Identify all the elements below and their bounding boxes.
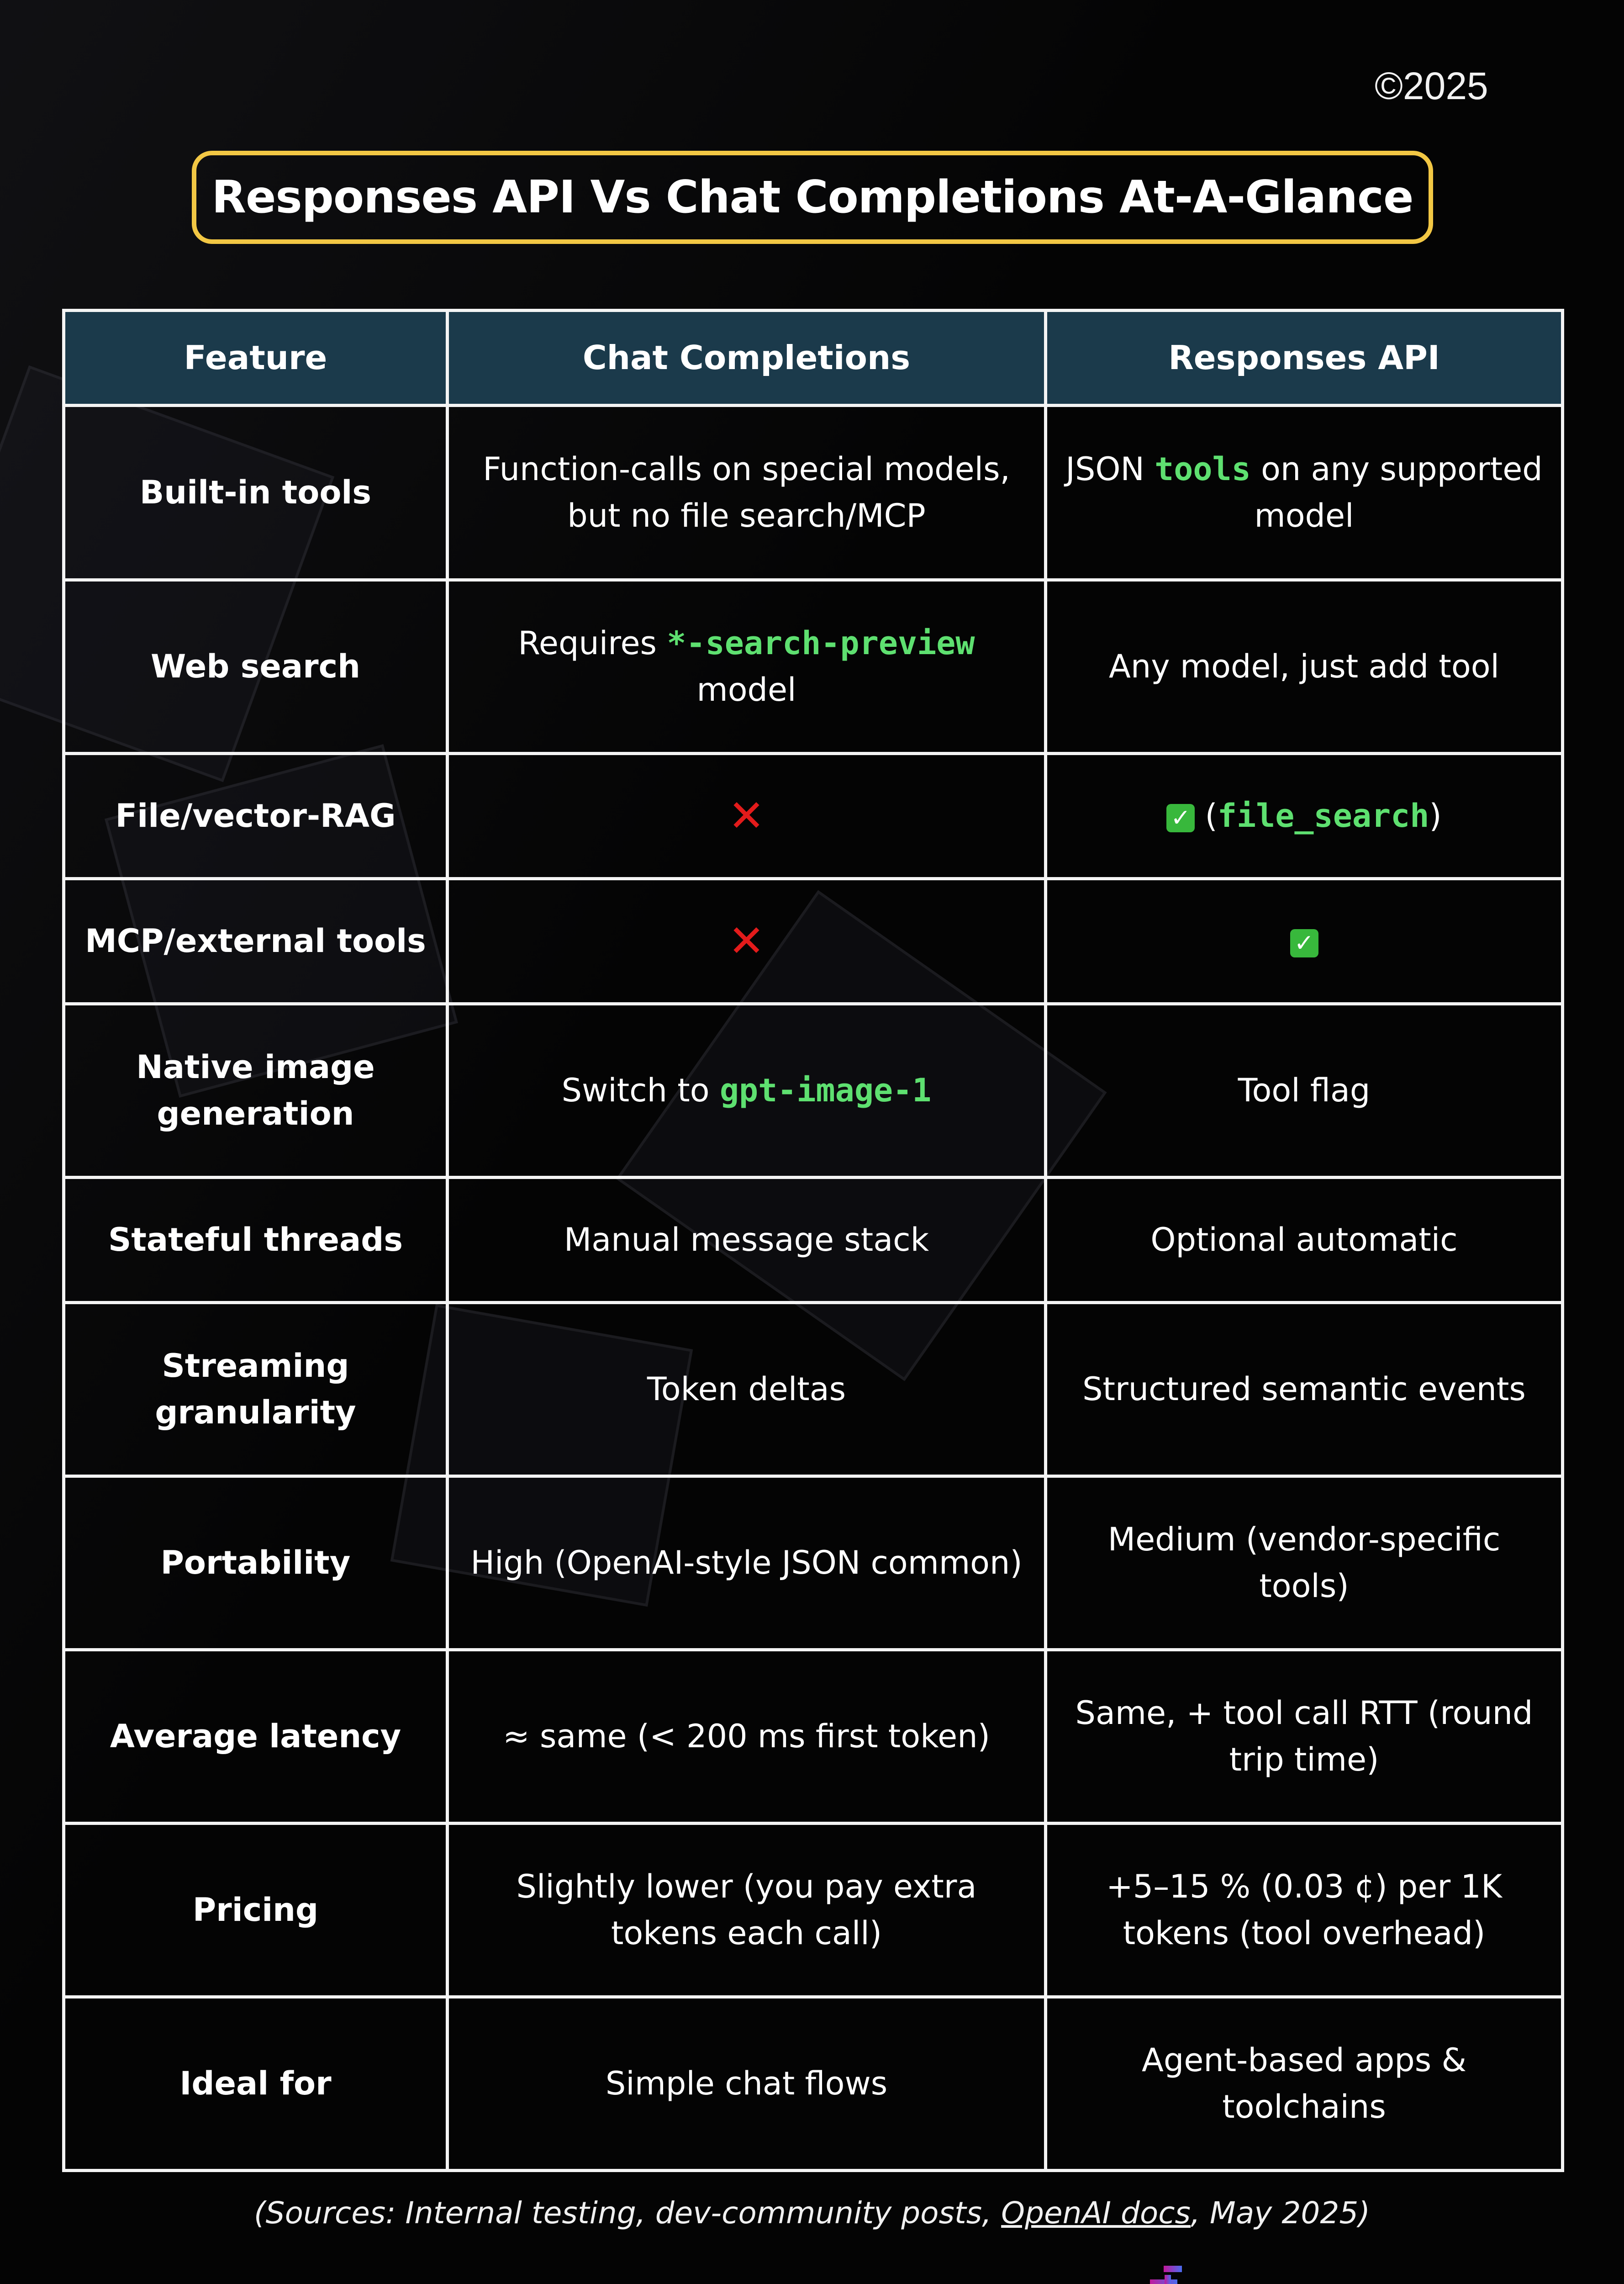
row-chat: High (OpenAI-style JSON common) (448, 1476, 1046, 1650)
text: JSON (1065, 450, 1155, 488)
text: Requires (518, 624, 667, 662)
check-icon: ✓ (1290, 929, 1318, 957)
header-feature: Feature (64, 311, 448, 406)
row-chat: Manual message stack (448, 1178, 1046, 1303)
row-feature: Built-in tools (64, 406, 448, 580)
page-title: Responses API Vs Chat Completions At-A-Glance (211, 171, 1413, 223)
text: model (696, 671, 796, 708)
cross-icon: ✕ (728, 915, 765, 967)
row-responses: Same, + tool call RTT (round trip time) (1046, 1650, 1563, 1824)
row-responses (1046, 879, 1563, 1004)
row-responses (1046, 754, 1563, 879)
text: ) (1429, 797, 1442, 835)
row-feature: Average latency (64, 1650, 448, 1824)
row-chat (448, 1004, 1046, 1178)
row-chat: Function-calls on special models, but no file search/MCP (448, 406, 1046, 580)
row-chat: ≈ same (< 200 ms first token) (448, 1650, 1046, 1824)
text: Switch to (561, 1071, 720, 1109)
row-feature: Native image generation (64, 1004, 448, 1178)
row-responses: Medium (vendor-specific tools) (1046, 1476, 1563, 1650)
table-row (64, 1476, 1563, 1650)
header-chat-completions: Chat Completions (448, 311, 1046, 406)
brand-mark-logo (1123, 2266, 1232, 2284)
row-responses: Any model, just add tool (1046, 580, 1563, 754)
row-feature: Portability (64, 1476, 448, 1650)
table-row (64, 879, 1563, 1004)
row-responses: Agent-based apps & toolchains (1046, 1997, 1563, 2171)
row-chat: Slightly lower (you pay extra tokens each call) (448, 1824, 1046, 1997)
row-feature: File/vector-RAG (64, 754, 448, 879)
row-feature: Stateful threads (64, 1178, 448, 1303)
row-feature: Streaming granularity (64, 1303, 448, 1476)
table-row (64, 406, 1563, 580)
row-chat (448, 580, 1046, 754)
row-feature: Ideal for (64, 1997, 448, 2171)
text: ( (1205, 797, 1218, 835)
table-row (64, 1650, 1563, 1824)
table-row (64, 1303, 1563, 1476)
header-responses-api: Responses API (1046, 311, 1563, 406)
title-box (192, 151, 1433, 244)
table-row (64, 1997, 1563, 2171)
table-row (64, 1004, 1563, 1178)
row-feature: MCP/external tools (64, 879, 448, 1004)
table-row (64, 754, 1563, 879)
row-responses: Structured semantic events (1046, 1303, 1563, 1476)
cross-icon: ✕ (728, 790, 765, 841)
code-gpt-image: gpt-image-1 (719, 1071, 932, 1109)
copyright-text: ©2025 (1375, 64, 1488, 107)
text: on any supported model (1250, 450, 1543, 534)
row-feature: Pricing (64, 1824, 448, 1997)
sources-suffix: , May 2025) (1190, 2195, 1371, 2231)
sources-note (0, 2195, 1624, 2231)
row-chat: Token deltas (448, 1303, 1046, 1476)
row-responses (1046, 406, 1563, 580)
openai-docs-link[interactable]: OpenAI docs (1001, 2195, 1191, 2231)
sources-prefix: (Sources: Internal testing, dev-community posts, (253, 2195, 1002, 2231)
row-chat: Simple chat flows (448, 1997, 1046, 2171)
row-feature: Web search (64, 580, 448, 754)
table-header-row (64, 311, 1563, 406)
row-chat (448, 879, 1046, 1004)
table-row (64, 1824, 1563, 1997)
code-file-search: file_search (1217, 797, 1429, 835)
row-responses: Optional automatic (1046, 1178, 1563, 1303)
table-row (64, 580, 1563, 754)
row-chat (448, 754, 1046, 879)
row-responses: Tool flag (1046, 1004, 1563, 1178)
code-tools: tools (1155, 450, 1251, 488)
comparison-table (62, 309, 1564, 2172)
code-search-preview: *-search-preview (667, 624, 975, 662)
table-row (64, 1178, 1563, 1303)
check-icon: ✓ (1166, 804, 1195, 832)
row-responses: +5–15 % (0.03 ¢) per 1K tokens (tool overhead) (1046, 1824, 1563, 1997)
